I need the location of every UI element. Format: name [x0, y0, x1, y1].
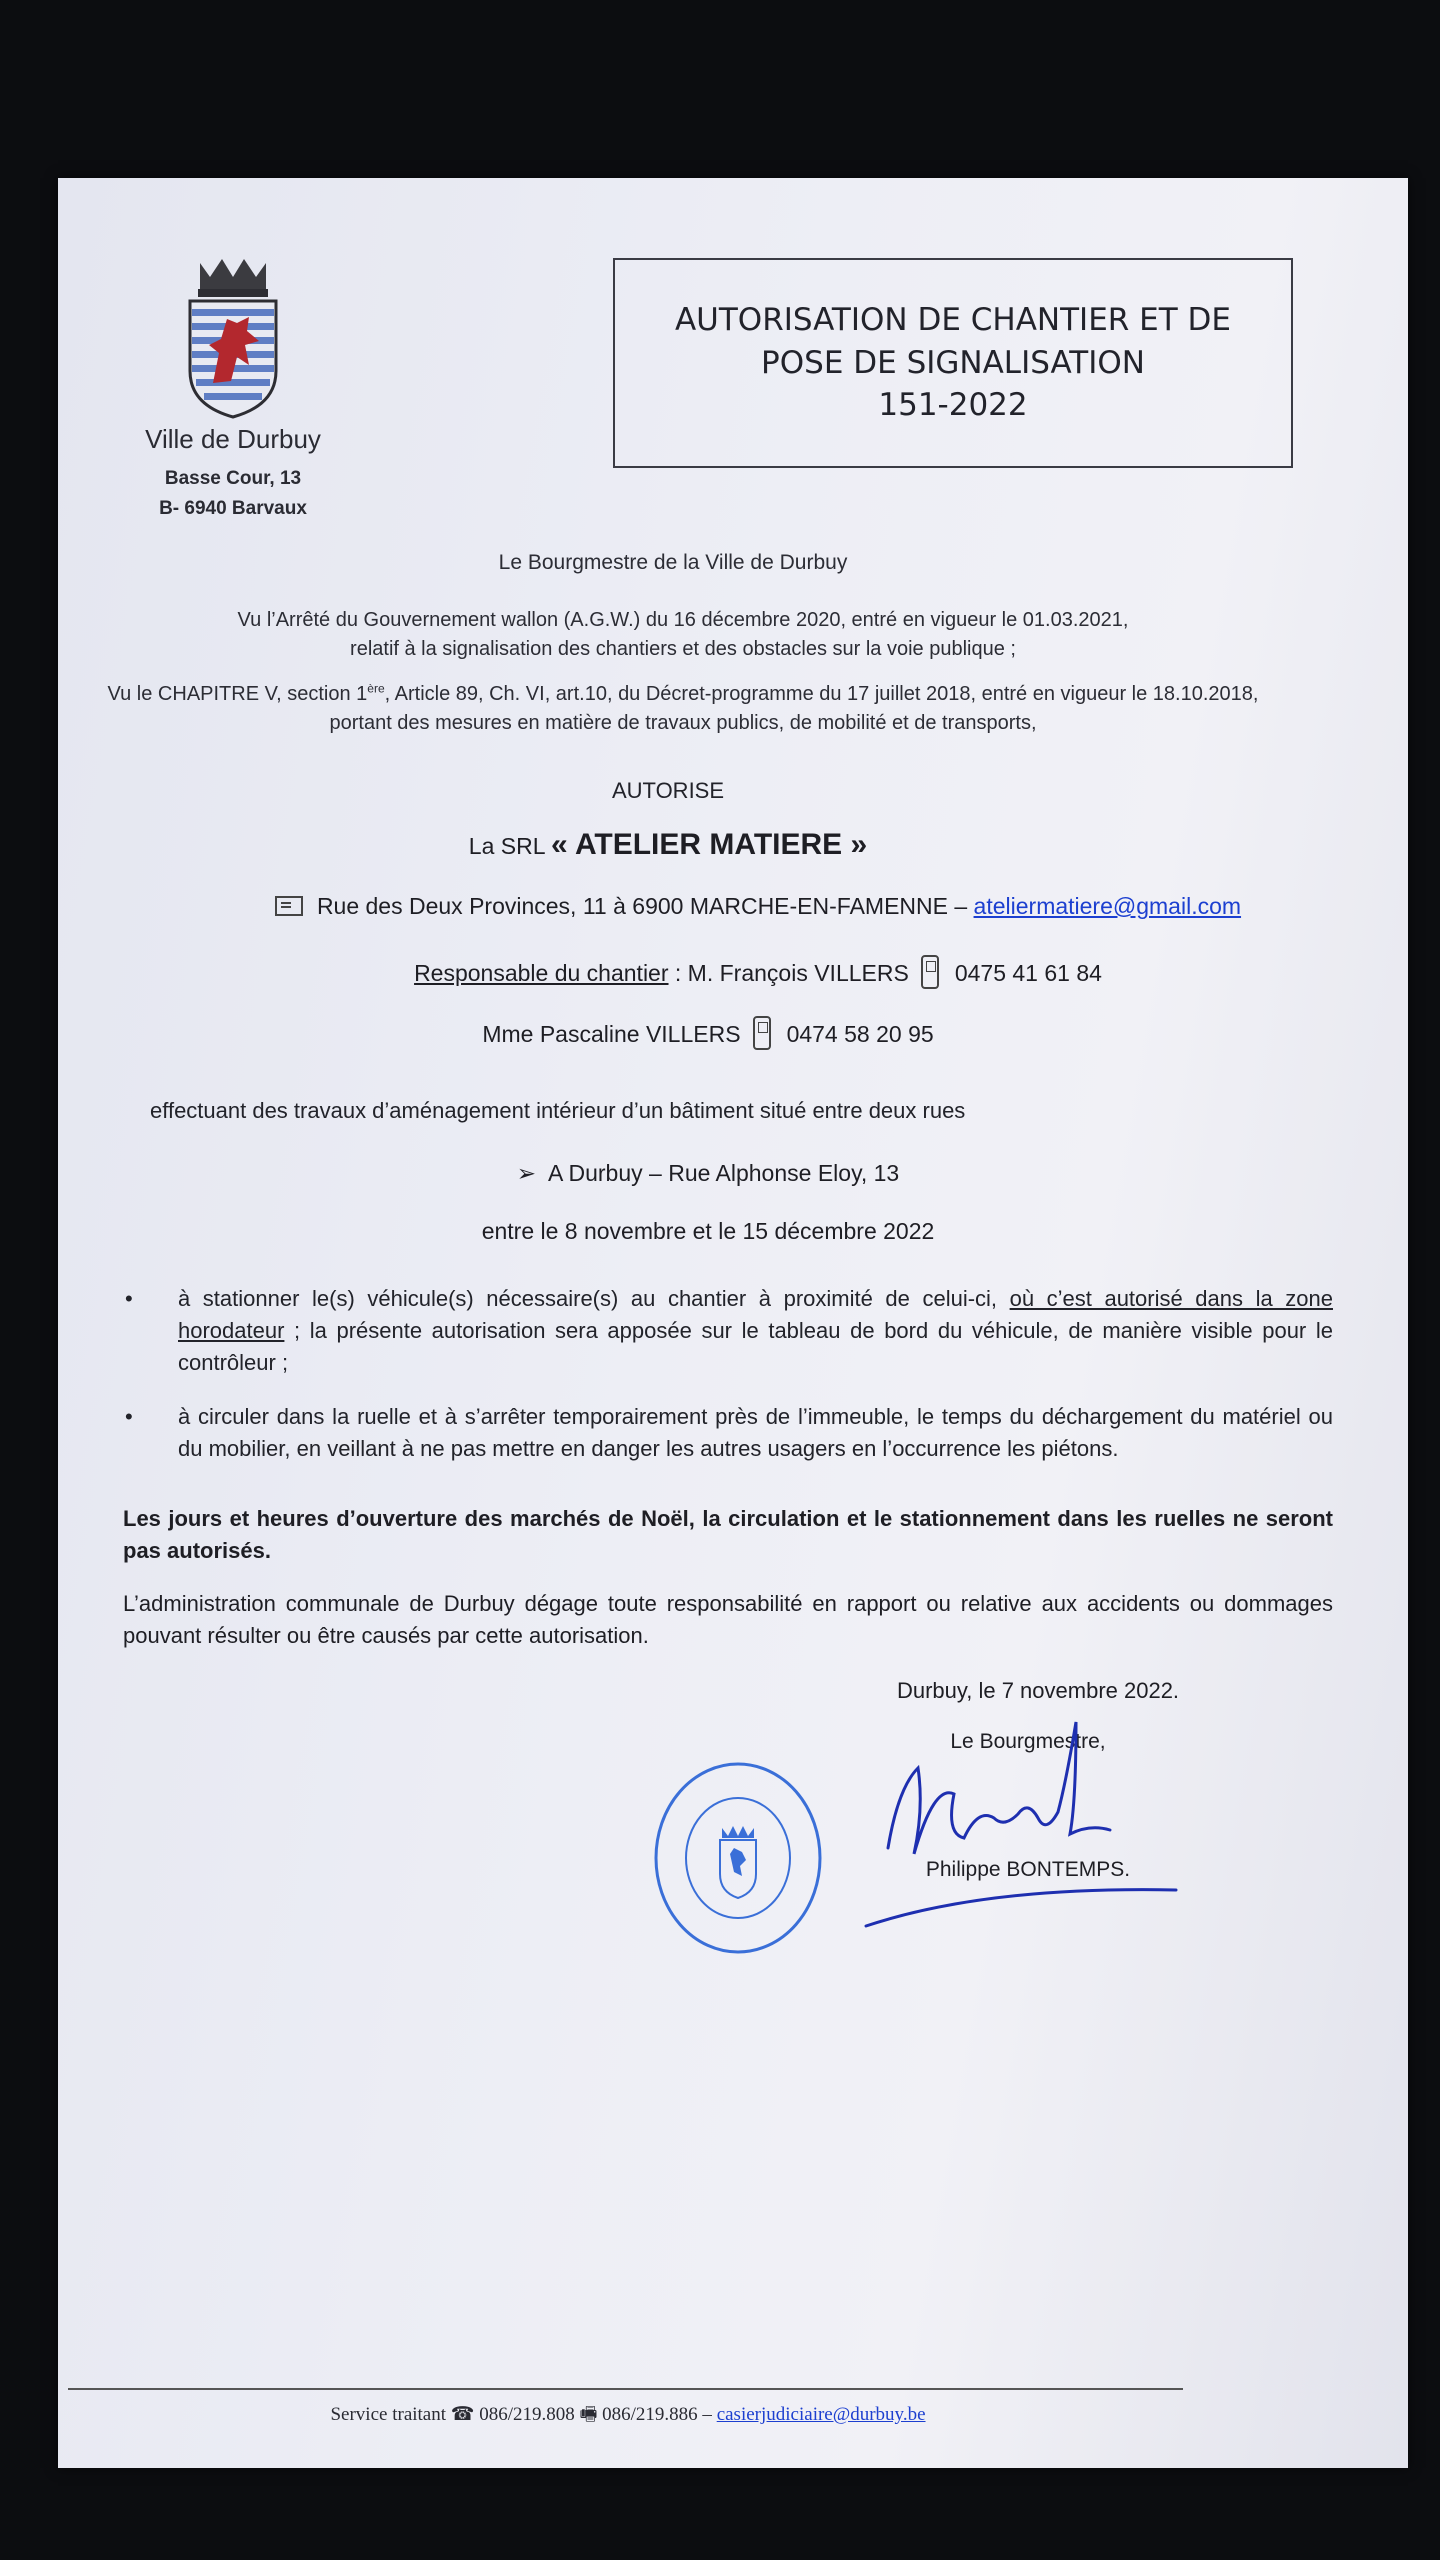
consideration-2-line1b: , Article 89, Ch. VI, art.10, du Décret-programme du 17 juillet 2018, entré en vigueur le 18.10.2018, [384, 683, 1259, 705]
works-location: A Durbuy – Rue Alphonse Eloy, 13 [548, 1160, 900, 1186]
consideration-1-line2: relatif à la signalisation des chantiers et des obstacles sur la voie publique ; [350, 638, 1016, 660]
condition-circulation: • à circuler dans la ruelle et à s’arrêter temporairement près de l’immeuble, le temps du déchargement du matériel ou du mobilier, en veillant à ne pas mettre en danger les autres usagers en l’occurrence les piétons. [113, 1401, 1333, 1465]
title-line-2: POSE DE SIGNALISATION [761, 344, 1145, 381]
mobile-phone-icon [753, 1016, 771, 1050]
issuing-authority: Le Bourgmestre de la Ville de Durbuy [498, 551, 848, 574]
title-line-3: 151-2022 [878, 387, 1028, 424]
responsible-line [58, 955, 1440, 989]
municipal-stamp-seal [648, 1758, 828, 1958]
second-contact-name: Mme Pascaline VILLERS [482, 1021, 741, 1047]
fax-icon: 🖷 [579, 2404, 598, 2425]
consideration-2-line1a: Vu le CHAPITRE V, section 1 [107, 683, 368, 705]
liability-disclaimer: L’administration communale de Durbuy dégage toute responsabilité en rapport ou relative aux accidents ou dommages pouvant résulter ou être causés par cette autorisation. [123, 1591, 1333, 1648]
consideration-2 [58, 680, 1308, 738]
document-page [58, 178, 1408, 2468]
works-period: entre le 8 novembre et le 15 décembre 2022 [481, 1218, 935, 1244]
responsible-phone: 0475 41 61 84 [954, 960, 1102, 986]
condition-parking-text-b: ; la présente autorisation sera apposée sur le tableau de bord du véhicule, de manière visible pour le contrôleur ; [178, 1317, 1333, 1375]
company-prefix: La SRL [468, 833, 545, 859]
arrow-icon: ➢ [516, 1160, 537, 1186]
durbuy-coat-of-arms-logo [178, 253, 288, 423]
footer-service-label: Service traitant [330, 2404, 447, 2425]
company-address-line [58, 893, 1440, 920]
phone-icon: ☎ [450, 2404, 475, 2425]
mayor-handwritten-signature [858, 1698, 1178, 1938]
consideration-2-line2: portant des mesures en matière de travaux publics, de mobilité et de transports, [329, 712, 1037, 734]
title-line-1: AUTORISATION DE CHANTIER ET DE [674, 301, 1232, 338]
footer-divider [68, 2388, 1183, 2390]
footer-contact [58, 2400, 1198, 2432]
document-title-box [613, 258, 1293, 468]
works-location-line [58, 1160, 1358, 1187]
municipality-address-line1: Basse Cour, 13 [164, 468, 302, 489]
municipality-name: Ville de Durbuy [145, 424, 321, 454]
consideration-1-line1: Vu l’Arrêté du Gouvernement wallon (A.G.W.) du 16 décembre 2020, entré en vigueur le 01.03.2021, [237, 609, 1129, 631]
municipality-address-line2: B- 6940 Barvaux [159, 498, 307, 519]
footer-phone: 086/219.808 [479, 2404, 575, 2425]
company-line [58, 828, 1278, 862]
responsible-label: Responsable du chantier [414, 960, 669, 986]
condition-parking [113, 1283, 1333, 1379]
authorise-heading: AUTORISE [611, 778, 725, 803]
footer-email-link[interactable]: casierjudiciaire@durbuy.be [716, 2404, 926, 2425]
second-contact-phone: 0474 58 20 95 [786, 1021, 934, 1047]
mobile-phone-icon [921, 955, 939, 989]
footer-fax: 086/219.886 – [602, 2404, 712, 2425]
mail-icon [275, 896, 303, 916]
second-contact-line [58, 1016, 1358, 1050]
consideration-2-superscript: ère [367, 681, 385, 696]
company-name: « ATELIER MATIERE » [551, 828, 868, 861]
consideration-1 [58, 606, 1308, 664]
signature-role: Le Bourgmestre, [950, 1730, 1106, 1753]
signature-place-date: Durbuy, le 7 novembre 2022. [896, 1678, 1180, 1703]
authorisation-conditions [113, 1283, 1333, 1486]
condition-parking-text-a: à stationner le(s) véhicule(s) nécessaire(s) au chantier à proximité de celui-ci, [178, 1286, 1010, 1311]
christmas-market-notice: Les jours et heures d’ouverture des marchés de Noël, la circulation et le stationnement dans les ruelles ne seront pas autorisés. [123, 1506, 1333, 1563]
company-address: Rue des Deux Provinces, 11 à 6900 MARCHE-EN-FAMENNE – [316, 893, 968, 919]
condition-parking-underlined: où c’est autorisé dans la zone horodateur [178, 1286, 1333, 1343]
works-description: effectuant des travaux d’aménagement intérieur d’un bâtiment situé entre deux rues [150, 1098, 966, 1123]
company-email-link[interactable]: ateliermatiere@gmail.com [973, 893, 1242, 919]
responsible-name: : M. François VILLERS [668, 960, 909, 986]
mayor-name: Philippe BONTEMPS. [925, 1858, 1131, 1881]
